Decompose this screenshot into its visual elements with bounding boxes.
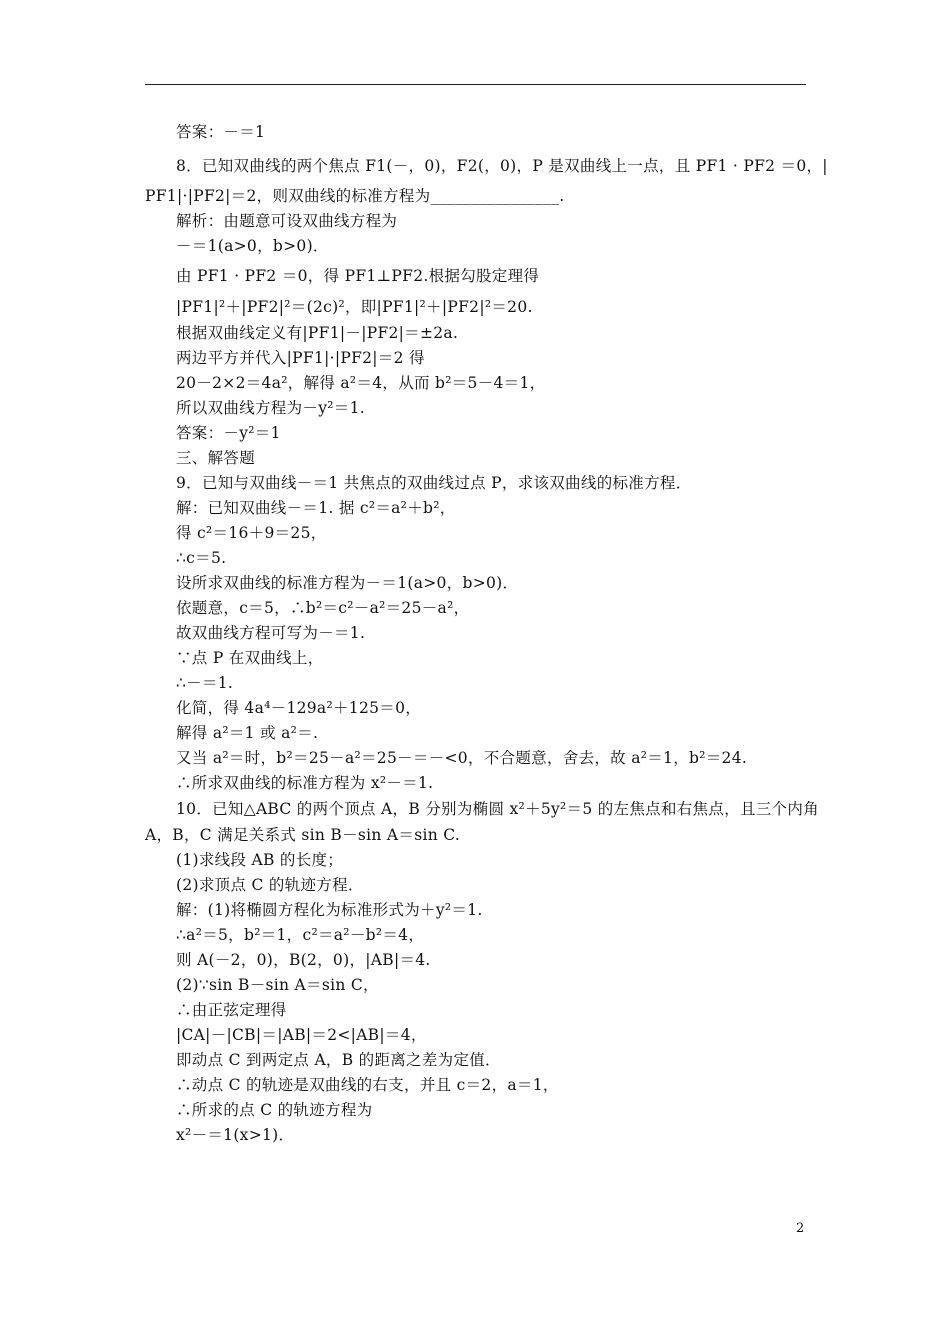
solution-10-line-3: 则 A(－2，0)，B(2，0)，|AB|＝4. (176, 951, 431, 969)
page-number: 2 (796, 1221, 805, 1236)
problem-8-line-1: 8．已知双曲线的两个焦点 F1(－，0)，F2(，0)，P 是双曲线上一点，且 PF1 · PF2 ＝0，| (176, 157, 828, 175)
solution-8-line-8: 所以双曲线方程为－y²＝1. (176, 399, 365, 417)
problem-10-line-1: 10．已知△ABC 的两个顶点 A，B 分别为椭圆 x²＋5y²＝5 的左焦点和右焦点，且三个内角 (176, 800, 819, 818)
solution-8-line-3: 由 PF1 · PF2 ＝0，得 PF1⊥PF2.根据勾股定理得 (176, 267, 540, 285)
problem-10-part-2: (2)求顶点 C 的轨迹方程． (176, 876, 364, 894)
solution-9-line-2: 得 c²＝16＋9＝25， (176, 524, 327, 542)
problem-10-line-2: A，B，C 满足关系式 sin B－sin A＝sin C. (145, 826, 461, 844)
solution-10-line-10: x²－＝1(x>1)． (176, 1126, 295, 1144)
solution-8-line-5: 根据双曲线定义有|PF1|－|PF2|＝±2a. (176, 324, 459, 342)
solution-10-line-6: |CA|－|CB|＝|AB|＝2<|AB|＝4， (176, 1026, 427, 1044)
solution-10-line-5: ∴由正弦定理得 (176, 1001, 287, 1019)
solution-8-line-4: |PF1|²＋|PF2|²＝(2c)²，即|PF1|²＋|PF2|²＝20. (176, 298, 533, 316)
solution-10-line-7: 即动点 C 到两定点 A，B 的距离之差为定值． (176, 1051, 501, 1069)
solution-9-line-3: ∴c＝5. (176, 549, 227, 567)
problem-8-line-2: PF1|·|PF2|＝2，则双曲线的标准方程为________________. (145, 187, 565, 205)
solution-9-line-8: ∴－＝1. (176, 674, 234, 692)
solution-10-line-2: ∴a²＝5，b²＝1，c²＝a²－b²＝4， (176, 926, 425, 944)
problem-10-part-1: (1)求线段 AB 的长度； (176, 851, 344, 869)
solution-9-line-10: 解得 a²＝1 或 a²＝. (176, 724, 319, 742)
answer-7: 答案：－＝1 (176, 123, 266, 141)
header-rule (145, 84, 806, 85)
problem-9: 9．已知与双曲线－＝1 共焦点的双曲线过点 P，求该双曲线的标准方程． (176, 474, 692, 492)
solution-9-line-7: ∵点 P 在双曲线上， (176, 649, 324, 667)
solution-8-line-1: 解析：由题意可设双曲线方程为 (176, 212, 398, 230)
solution-10-line-1: 解：(1)将椭圆方程化为标准形式为＋y²＝1. (176, 901, 483, 919)
solution-9-line-5: 依题意，c＝5，∴b²＝c²－a²＝25－a²， (176, 599, 470, 617)
solution-10-line-9: ∴所求的点 C 的轨迹方程为 (176, 1101, 373, 1119)
solution-10-line-4: (2)∵sin B－sin A＝sin C， (176, 976, 379, 994)
solution-9-line-4: 设所求双曲线的标准方程为－＝1(a>0，b>0)． (176, 574, 519, 592)
solution-9-line-11: 又当 a²＝时，b²＝25－a²＝25－＝－<0，不合题意，舍去，故 a²＝1，b²＝24. (176, 749, 748, 767)
solution-9-line-6: 故双曲线方程可写为－＝1. (176, 624, 366, 642)
section-heading: 三、解答题 (176, 449, 256, 467)
solution-9-line-9: 化简，得 4a⁴－129a²＋125＝0， (176, 699, 422, 717)
solution-8-line-2: －＝1(a>0，b>0)． (176, 237, 329, 255)
solution-9-line-1: 解：已知双曲线－＝1. 据 c²＝a²＋b²， (176, 499, 456, 517)
solution-10-line-8: ∴动点 C 的轨迹是双曲线的右支，并且 c＝2，a＝1， (176, 1076, 559, 1094)
answer-8: 答案：－y²＝1 (176, 424, 281, 442)
solution-8-line-7: 20－2×2＝4a²，解得 a²＝4，从而 b²＝5－4＝1， (176, 374, 546, 392)
solution-8-line-6: 两边平方并代入|PF1|·|PF2|＝2 得 (176, 349, 425, 367)
solution-9-line-12: ∴所求双曲线的标准方程为 x²－＝1. (176, 774, 434, 792)
